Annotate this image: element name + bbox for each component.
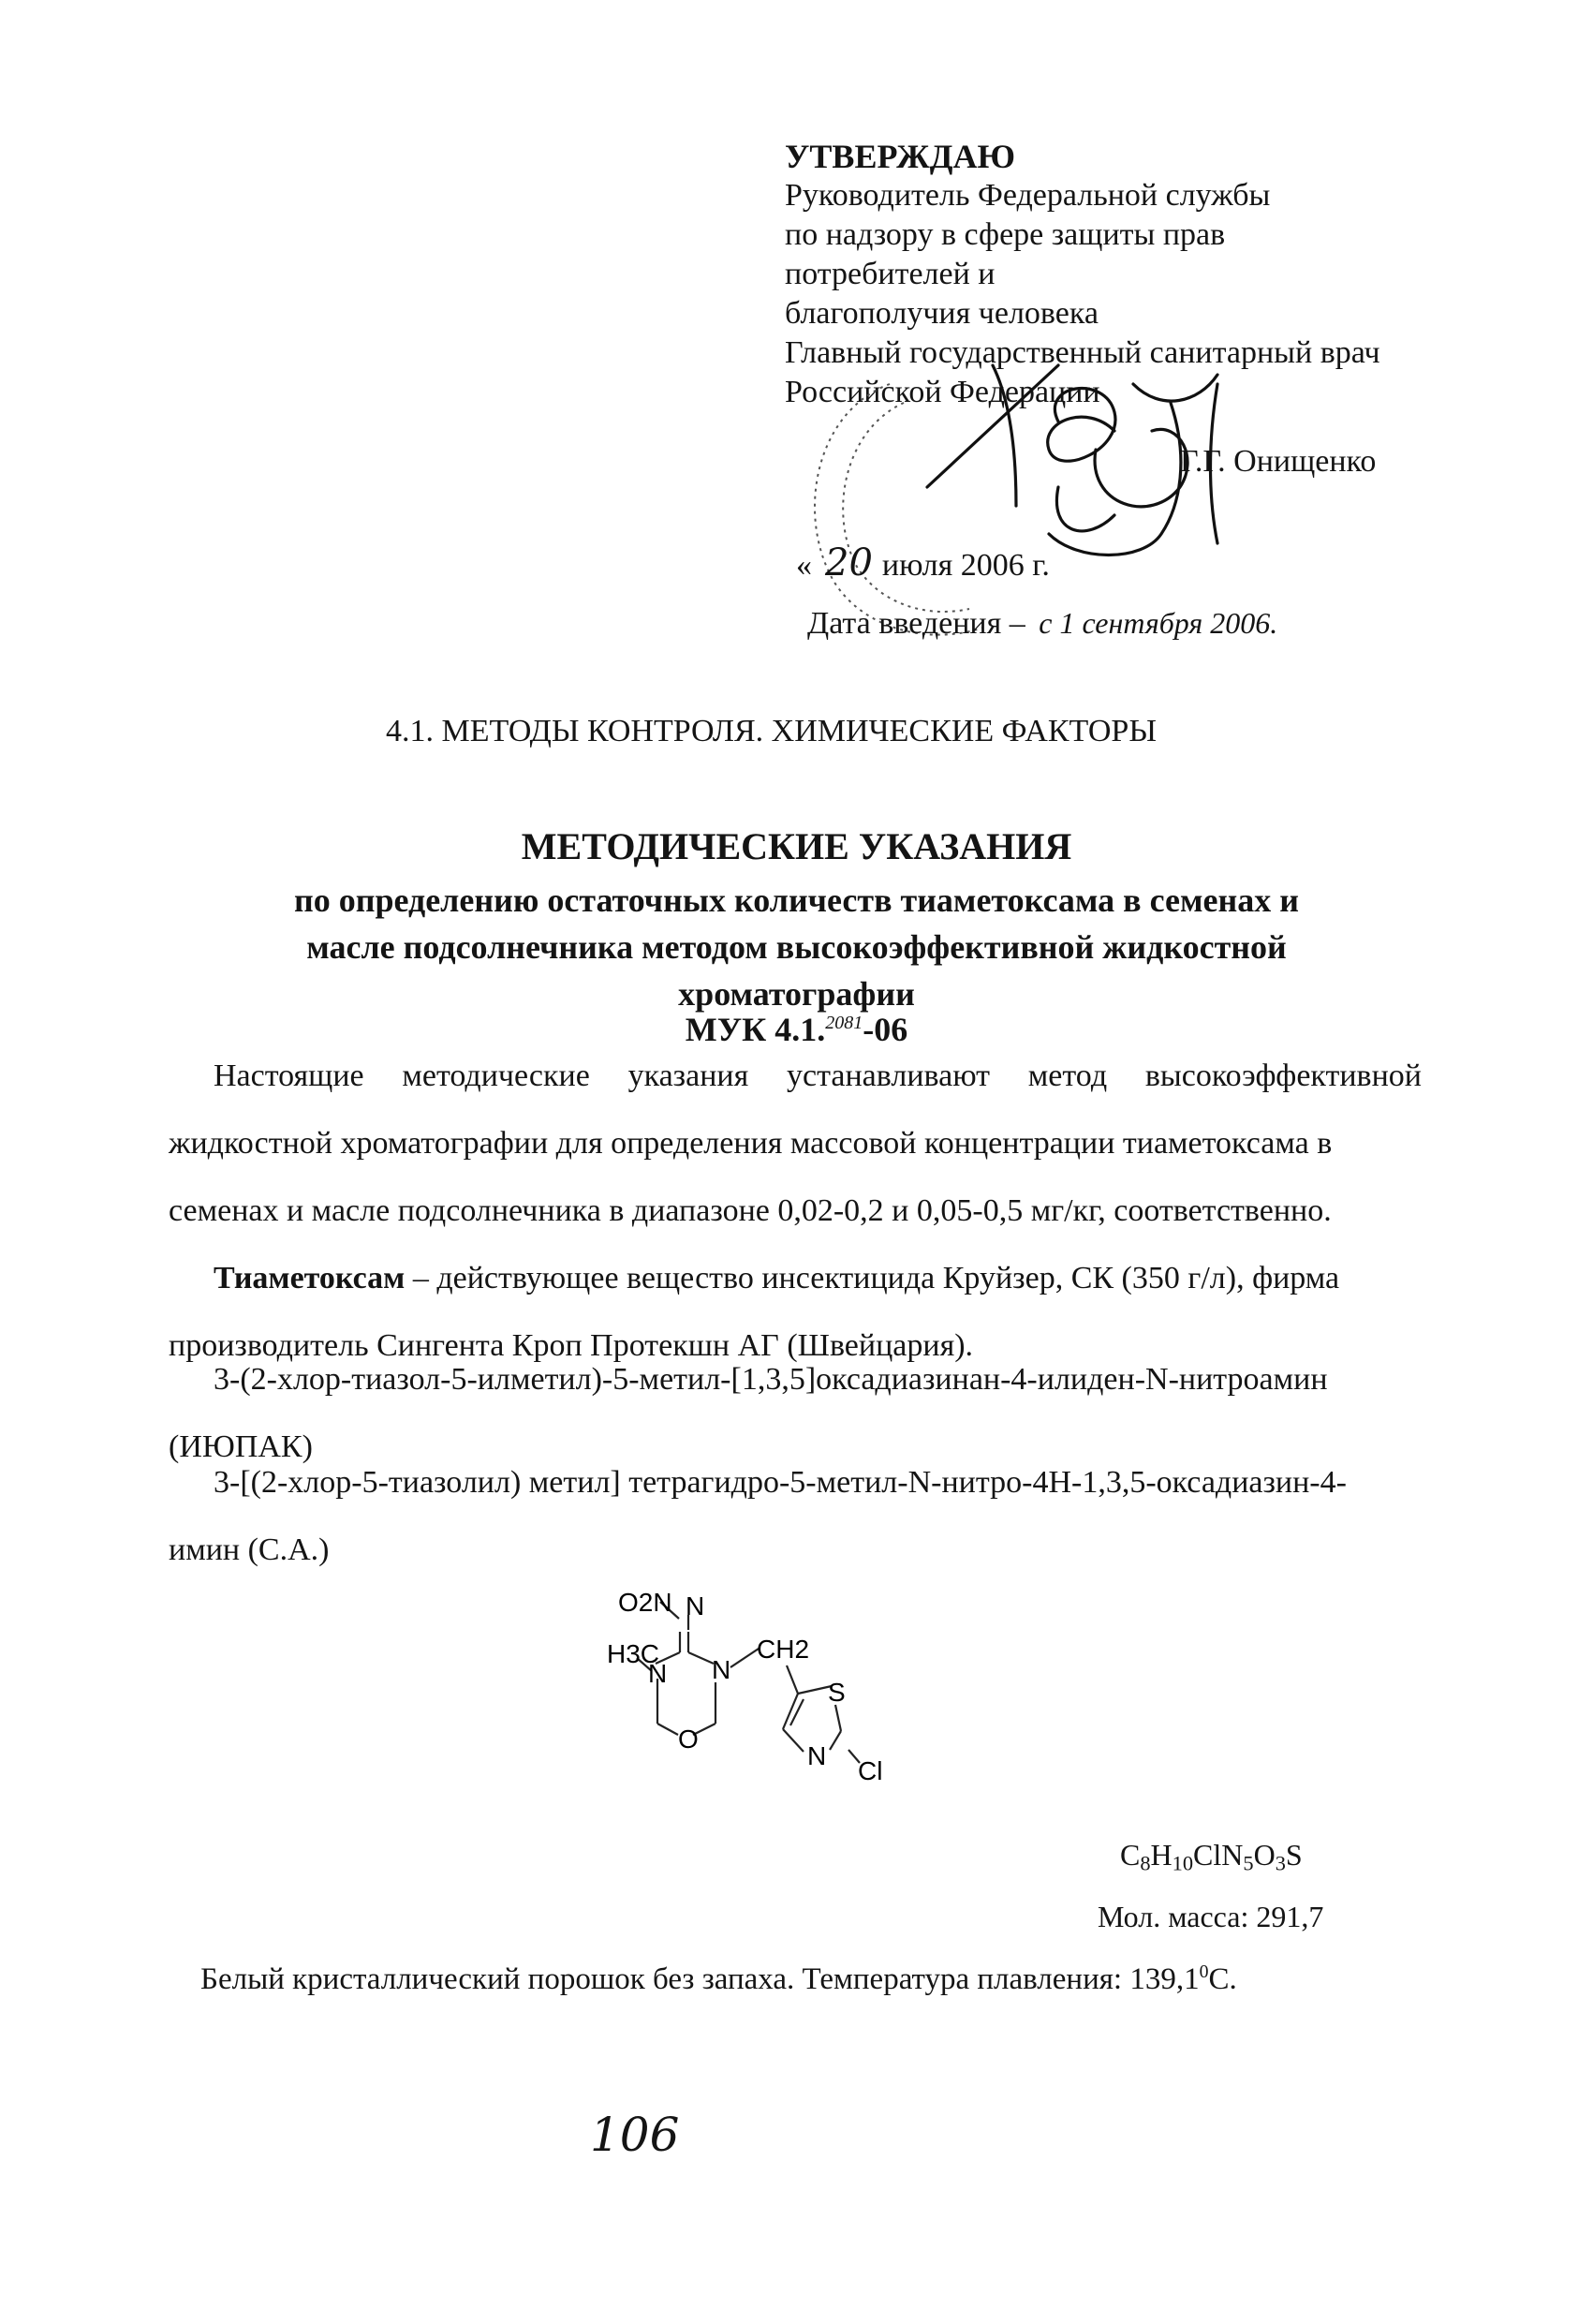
substance-definition: – действующее вещество инсектицида Круйзер, СК (350 г/л), фирма	[405, 1261, 1340, 1295]
structure-label-o: O	[678, 1724, 699, 1754]
paragraph-line: 3-(2-хлор-тиазол-5-илметил)-5-метил-[1,3,5]оксадиазинан-4-илиден-N-нитроамин	[214, 1362, 1328, 1397]
approval-line: Российской Федерации	[785, 375, 1100, 409]
approval-signatory: Г.Г. Онищенко	[1180, 444, 1377, 479]
substance-description	[200, 1961, 1237, 1997]
substance-term: Тиаметоксам	[214, 1261, 406, 1295]
section-heading: 4.1. МЕТОДЫ КОНТРОЛЯ. ХИМИЧЕСКИЕ ФАКТОРЫ	[386, 714, 1157, 748]
description-text: Белый кристаллический порошок без запаха. Температура плавления: 139,1	[200, 1962, 1200, 1996]
paragraph-line: производитель Сингента Кроп Протекшн АГ (Швейцария).	[169, 1328, 974, 1363]
formula-count: 10	[1172, 1851, 1194, 1875]
approval-line: по надзору в сфере защиты прав	[785, 217, 1226, 252]
document-subtitle-line: хроматографии	[678, 975, 915, 1013]
paragraph-line: (ИЮПАК)	[169, 1429, 313, 1464]
formula-count: 8	[1140, 1851, 1151, 1875]
degree-sign: 0	[1199, 1961, 1209, 1982]
paragraph-line: семенах и масле подсолнечника в диапазоне 0,02-0,2 и 0,05-0,5 мг/кг, соответственно.	[169, 1193, 1332, 1228]
ca-name	[169, 1449, 1347, 1584]
structure-label-o2n: O2N	[618, 1592, 672, 1617]
formula-element: S	[1285, 1838, 1303, 1872]
approval-line: Главный государственный санитарный врач	[785, 335, 1380, 370]
document-code-prefix: МУК 4.1.	[685, 1011, 826, 1048]
date-handwritten-day: 20	[825, 541, 873, 585]
paragraph-intro	[169, 1043, 1422, 1245]
paragraph-line: имин (C.A.)	[169, 1532, 330, 1567]
document-title: МЕТОДИЧЕСКИЕ УКАЗАНИЯ	[521, 825, 1072, 867]
structure-label-cl: Cl	[858, 1756, 883, 1785]
signature	[927, 365, 1217, 555]
structure-label-n-imine: N	[686, 1592, 705, 1621]
approval-line: потребителей и	[785, 257, 996, 291]
approval-line: Руководитель Федеральной службы	[785, 178, 1271, 213]
stamp-seal	[815, 384, 983, 635]
approval-heading: УТВЕРЖДАЮ	[785, 138, 1016, 175]
formula-element: H	[1150, 1838, 1173, 1872]
structure-label-ch2: CH2	[757, 1635, 810, 1664]
structural-formula	[599, 1592, 899, 1817]
structure-bonds	[637, 1602, 860, 1763]
formula-element: O	[1253, 1838, 1276, 1872]
intro-date-label: Дата введения –	[807, 606, 1025, 641]
approval-line: благополучия человека	[785, 296, 1099, 331]
date-month-year: июля 2006 г.	[881, 548, 1050, 583]
structure-label-h3c: H3C	[607, 1639, 660, 1668]
paragraph-line: Настоящие методические указания устанавливают метод высокоэффективной	[214, 1058, 1422, 1093]
document-code-handwritten: 2081	[825, 1013, 863, 1033]
paragraph-line: жидкостной хроматографии для определения массовой концентрации тиаметоксама в	[169, 1126, 1333, 1161]
document-subtitle-line: масле подсолнечника методом высокоэффективной жидкостной	[306, 928, 1287, 966]
intro-date-handwritten: с 1 сентября 2006.	[1039, 606, 1278, 640]
description-unit: C.	[1208, 1962, 1237, 1996]
approval-date	[796, 543, 1050, 585]
formula-count: 3	[1275, 1851, 1286, 1875]
structure-label-n-left: N	[648, 1659, 668, 1688]
introduction-date	[807, 603, 1277, 644]
structure-label-n-right: N	[712, 1655, 731, 1684]
document-code-suffix: -06	[863, 1011, 908, 1048]
date-quote: «	[796, 548, 812, 583]
structure-label-s: S	[828, 1678, 846, 1707]
page-number: 106	[590, 2108, 680, 2162]
molar-mass: Мол. масса: 291,7	[1098, 1900, 1324, 1933]
formula-element: C	[1120, 1838, 1141, 1872]
molecular-formula	[1120, 1838, 1303, 1876]
paragraph-line: 3-[(2-хлор-5-тиазолил) метил] тетрагидро-5-метил-N-нитро-4H-1,3,5-оксадиазин-4-	[214, 1465, 1347, 1500]
document-subtitle-line: по определению остаточных количеств тиаметоксама в семенах и	[293, 881, 1300, 919]
structure-label-n-thiazole: N	[807, 1741, 827, 1770]
formula-count: 5	[1243, 1851, 1254, 1875]
formula-element: ClN	[1193, 1838, 1244, 1872]
